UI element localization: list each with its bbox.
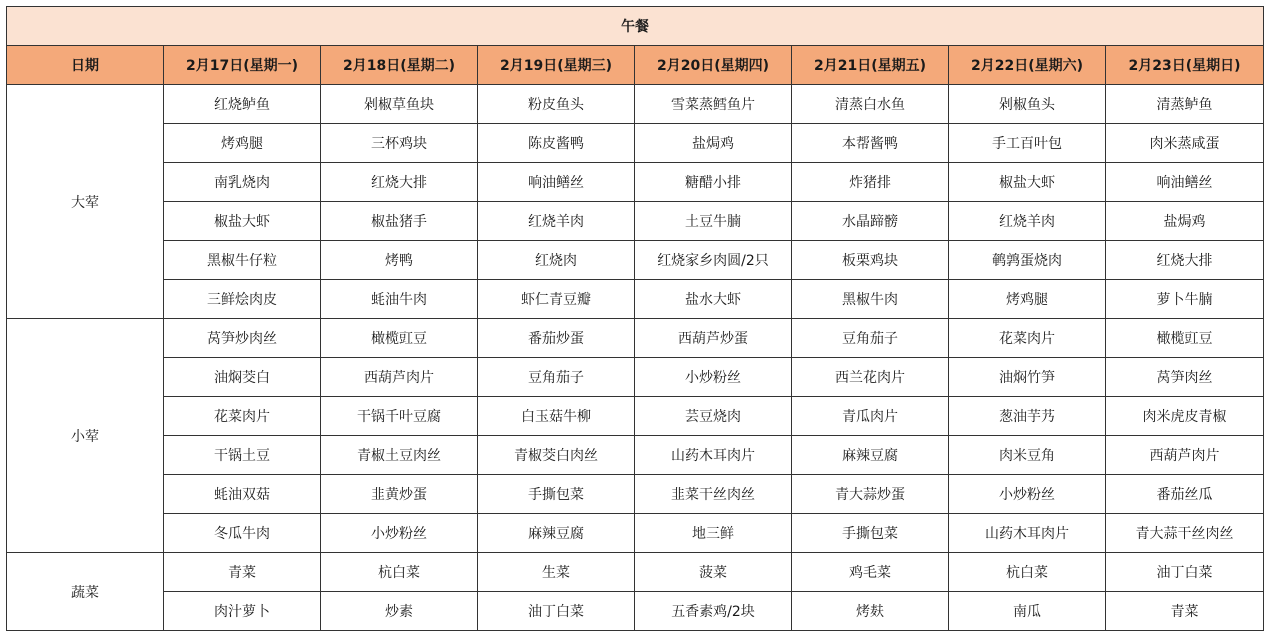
dish-cell: 红烧鲈鱼 — [164, 85, 321, 124]
dish-cell: 板栗鸡块 — [792, 241, 949, 280]
dish-cell: 番茄丝瓜 — [1106, 475, 1264, 514]
dish-cell: 红烧羊肉 — [478, 202, 635, 241]
dish-cell: 莴笋炒肉丝 — [164, 319, 321, 358]
dish-cell: 白玉菇牛柳 — [478, 397, 635, 436]
table-row — [7, 124, 1264, 163]
dish-cell: 土豆牛腩 — [635, 202, 792, 241]
dish-cell: 黑椒牛仔粒 — [164, 241, 321, 280]
dish-cell: 粉皮鱼头 — [478, 85, 635, 124]
dish-cell: 红烧家乡肉圆/2只 — [635, 241, 792, 280]
table-title: 午餐 — [7, 7, 1264, 46]
dish-cell: 红烧大排 — [321, 163, 478, 202]
dish-cell: 冬瓜牛肉 — [164, 514, 321, 553]
table-row — [7, 514, 1264, 553]
dish-cell: 油丁白菜 — [1106, 553, 1264, 592]
dish-cell: 椒盐大虾 — [949, 163, 1106, 202]
dish-cell: 麻辣豆腐 — [792, 436, 949, 475]
dish-cell: 豆角茄子 — [792, 319, 949, 358]
menu-body — [7, 85, 1264, 631]
table-row — [7, 553, 1264, 592]
dish-cell: 南瓜 — [949, 592, 1106, 631]
dish-cell: 盐水大虾 — [635, 280, 792, 319]
table-row — [7, 241, 1264, 280]
category-cell: 蔬菜 — [7, 553, 164, 631]
dish-cell: 生菜 — [478, 553, 635, 592]
header-row — [7, 46, 1264, 85]
dish-cell: 烤鸭 — [321, 241, 478, 280]
dish-cell: 剁椒鱼头 — [949, 85, 1106, 124]
table-row — [7, 280, 1264, 319]
dish-cell: 青大蒜炒蛋 — [792, 475, 949, 514]
dish-cell: 油丁白菜 — [478, 592, 635, 631]
dish-cell: 青瓜肉片 — [792, 397, 949, 436]
dish-cell: 清蒸白水鱼 — [792, 85, 949, 124]
dish-cell: 西兰花肉片 — [792, 358, 949, 397]
dish-cell: 黑椒牛肉 — [792, 280, 949, 319]
dish-cell: 三鲜烩肉皮 — [164, 280, 321, 319]
dish-cell: 花菜肉片 — [949, 319, 1106, 358]
dish-cell: 油焖竹笋 — [949, 358, 1106, 397]
dish-cell: 西葫芦肉片 — [1106, 436, 1264, 475]
day-column-header: 2月18日(星期二) — [321, 46, 478, 85]
dish-cell: 响油鳝丝 — [478, 163, 635, 202]
dish-cell: 手撕包菜 — [792, 514, 949, 553]
dish-cell: 烤鸡腿 — [949, 280, 1106, 319]
day-column-header: 2月19日(星期三) — [478, 46, 635, 85]
table-row — [7, 85, 1264, 124]
dish-cell: 三杯鸡块 — [321, 124, 478, 163]
dish-cell: 清蒸鲈鱼 — [1106, 85, 1264, 124]
dish-cell: 蚝油牛肉 — [321, 280, 478, 319]
dish-cell: 盐焗鸡 — [1106, 202, 1264, 241]
dish-cell: 干锅千叶豆腐 — [321, 397, 478, 436]
dish-cell: 虾仁青豆瓣 — [478, 280, 635, 319]
dish-cell: 水晶蹄髈 — [792, 202, 949, 241]
dish-cell: 青菜 — [1106, 592, 1264, 631]
dish-cell: 小炒粉丝 — [321, 514, 478, 553]
dish-cell: 萝卜牛腩 — [1106, 280, 1264, 319]
dish-cell: 杭白菜 — [949, 553, 1106, 592]
dish-cell: 莴笋肉丝 — [1106, 358, 1264, 397]
dish-cell: 杭白菜 — [321, 553, 478, 592]
lunch-menu-table — [6, 6, 1264, 631]
dish-cell: 青大蒜干丝肉丝 — [1106, 514, 1264, 553]
dish-cell: 西葫芦炒蛋 — [635, 319, 792, 358]
title-row — [7, 7, 1264, 46]
table-row — [7, 436, 1264, 475]
day-column-header: 2月22日(星期六) — [949, 46, 1106, 85]
dish-cell: 小炒粉丝 — [635, 358, 792, 397]
dish-cell: 手工百叶包 — [949, 124, 1106, 163]
dish-cell: 山药木耳肉片 — [949, 514, 1106, 553]
dish-cell: 五香素鸡/2块 — [635, 592, 792, 631]
dish-cell: 红烧大排 — [1106, 241, 1264, 280]
dish-cell: 烤鸡腿 — [164, 124, 321, 163]
dish-cell: 油焖茭白 — [164, 358, 321, 397]
dish-cell: 韭菜干丝肉丝 — [635, 475, 792, 514]
dish-cell: 葱油芋艿 — [949, 397, 1106, 436]
dish-cell: 肉米蒸咸蛋 — [1106, 124, 1264, 163]
dish-cell: 陈皮酱鸭 — [478, 124, 635, 163]
day-column-header: 2月20日(星期四) — [635, 46, 792, 85]
table-row — [7, 163, 1264, 202]
dish-cell: 盐焗鸡 — [635, 124, 792, 163]
dish-cell: 橄榄豇豆 — [1106, 319, 1264, 358]
dish-cell: 响油鳝丝 — [1106, 163, 1264, 202]
dish-cell: 青椒茭白肉丝 — [478, 436, 635, 475]
dish-cell: 肉米豆角 — [949, 436, 1106, 475]
dish-cell: 糖醋小排 — [635, 163, 792, 202]
category-cell: 小荤 — [7, 319, 164, 553]
dish-cell: 椒盐猪手 — [321, 202, 478, 241]
dish-cell: 菠菜 — [635, 553, 792, 592]
dish-cell: 小炒粉丝 — [949, 475, 1106, 514]
dish-cell: 青椒土豆肉丝 — [321, 436, 478, 475]
dish-cell: 麻辣豆腐 — [478, 514, 635, 553]
dish-cell: 红烧羊肉 — [949, 202, 1106, 241]
day-column-header: 2月21日(星期五) — [792, 46, 949, 85]
table-row — [7, 358, 1264, 397]
dish-cell: 本帮酱鸭 — [792, 124, 949, 163]
dish-cell: 山药木耳肉片 — [635, 436, 792, 475]
table-row — [7, 319, 1264, 358]
day-column-header: 2月17日(星期一) — [164, 46, 321, 85]
dish-cell: 椒盐大虾 — [164, 202, 321, 241]
dish-cell: 蚝油双菇 — [164, 475, 321, 514]
dish-cell: 地三鲜 — [635, 514, 792, 553]
dish-cell: 花菜肉片 — [164, 397, 321, 436]
dish-cell: 剁椒草鱼块 — [321, 85, 478, 124]
dish-cell: 南乳烧肉 — [164, 163, 321, 202]
dish-cell: 鸡毛菜 — [792, 553, 949, 592]
dish-cell: 红烧肉 — [478, 241, 635, 280]
dish-cell: 炸猪排 — [792, 163, 949, 202]
dish-cell: 豆角茄子 — [478, 358, 635, 397]
day-column-header: 2月23日(星期日) — [1106, 46, 1264, 85]
dish-cell: 烤麸 — [792, 592, 949, 631]
dish-cell: 芸豆烧肉 — [635, 397, 792, 436]
dish-cell: 肉米虎皮青椒 — [1106, 397, 1264, 436]
dish-cell: 手撕包菜 — [478, 475, 635, 514]
table-row — [7, 475, 1264, 514]
category-cell: 大荤 — [7, 85, 164, 319]
dish-cell: 干锅土豆 — [164, 436, 321, 475]
dish-cell: 韭黄炒蛋 — [321, 475, 478, 514]
dish-cell: 炒素 — [321, 592, 478, 631]
dish-cell: 鹌鹑蛋烧肉 — [949, 241, 1106, 280]
table-row — [7, 202, 1264, 241]
dish-cell: 西葫芦肉片 — [321, 358, 478, 397]
dish-cell: 青菜 — [164, 553, 321, 592]
dish-cell: 雪菜蒸鳕鱼片 — [635, 85, 792, 124]
table-row — [7, 397, 1264, 436]
date-column-header: 日期 — [7, 46, 164, 85]
dish-cell: 肉汁萝卜 — [164, 592, 321, 631]
dish-cell: 橄榄豇豆 — [321, 319, 478, 358]
table-row — [7, 592, 1264, 631]
dish-cell: 番茄炒蛋 — [478, 319, 635, 358]
